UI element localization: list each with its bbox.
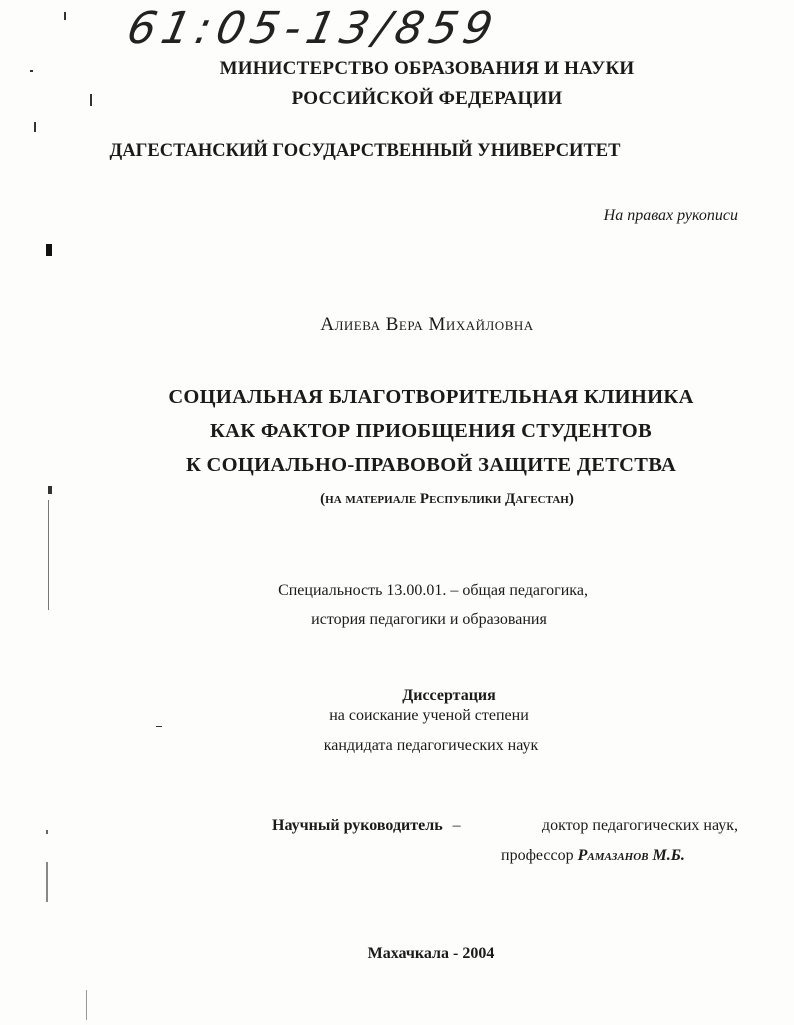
- dissertation-heading: Диссертация: [402, 687, 496, 704]
- title-line-1: СОЦИАЛЬНАЯ БЛАГОТВОРИТЕЛЬНАЯ КЛИНИКА: [168, 386, 694, 408]
- title-line-2: КАК ФАКТОР ПРИОБЩЕНИЯ СТУДЕНТОВ: [209, 420, 653, 442]
- city-year: Махачкала - 2004: [367, 945, 495, 962]
- scan-artifact: [64, 12, 66, 20]
- author-name: Алиева Вера Михайловна: [320, 314, 534, 335]
- scan-artifact: [46, 830, 48, 834]
- title-subtitle: (на материале Республики Дагестан): [320, 491, 574, 507]
- scan-artifact: [156, 726, 162, 727]
- dissertation-degree-line-2: кандидата педагогических наук: [323, 737, 539, 754]
- supervisor-label: Научный руководитель: [272, 817, 443, 834]
- dissertation-degree-line-1: на соискание ученой степени: [329, 707, 529, 724]
- supervisor-line: [272, 817, 738, 835]
- supervisor-degree: доктор педагогических наук,: [541, 817, 738, 834]
- manuscript-rights-note: На правах рукописи: [603, 207, 738, 224]
- title-line-3: К СОЦИАЛЬНО-ПРАВОВОЙ ЗАЩИТЕ ДЕТСТВА: [185, 454, 677, 476]
- scan-artifact: [90, 94, 92, 106]
- university-name: ДАГЕСТАНСКИЙ ГОСУДАРСТВЕННЫЙ УНИВЕРСИТЕТ: [109, 141, 621, 161]
- scan-artifact: [48, 486, 52, 494]
- scan-artifact: [30, 70, 33, 72]
- handwritten-registration-number: 61:05-13/859: [122, 3, 504, 54]
- scan-artifact: [46, 862, 48, 902]
- scan-artifact: [46, 244, 52, 256]
- specialty-line-1: Специальность 13.00.01. – общая педагогика,: [278, 582, 588, 599]
- supervisor-dash: –: [452, 817, 461, 834]
- supervisor-title: профессор: [501, 847, 574, 864]
- ministry-line-1: МИНИСТЕРСТВО ОБРАЗОВАНИЯ И НАУКИ: [219, 58, 635, 79]
- specialty-line-2: история педагогики и образования: [311, 611, 547, 628]
- scan-artifact: [48, 500, 49, 610]
- supervisor-name-line: [501, 847, 685, 865]
- ministry-line-2: РОССИЙСКОЙ ФЕДЕРАЦИИ: [291, 88, 563, 109]
- scan-artifact: [86, 990, 87, 1020]
- supervisor-name: Рамазанов М.Б.: [577, 847, 685, 864]
- scan-artifact: [34, 122, 36, 132]
